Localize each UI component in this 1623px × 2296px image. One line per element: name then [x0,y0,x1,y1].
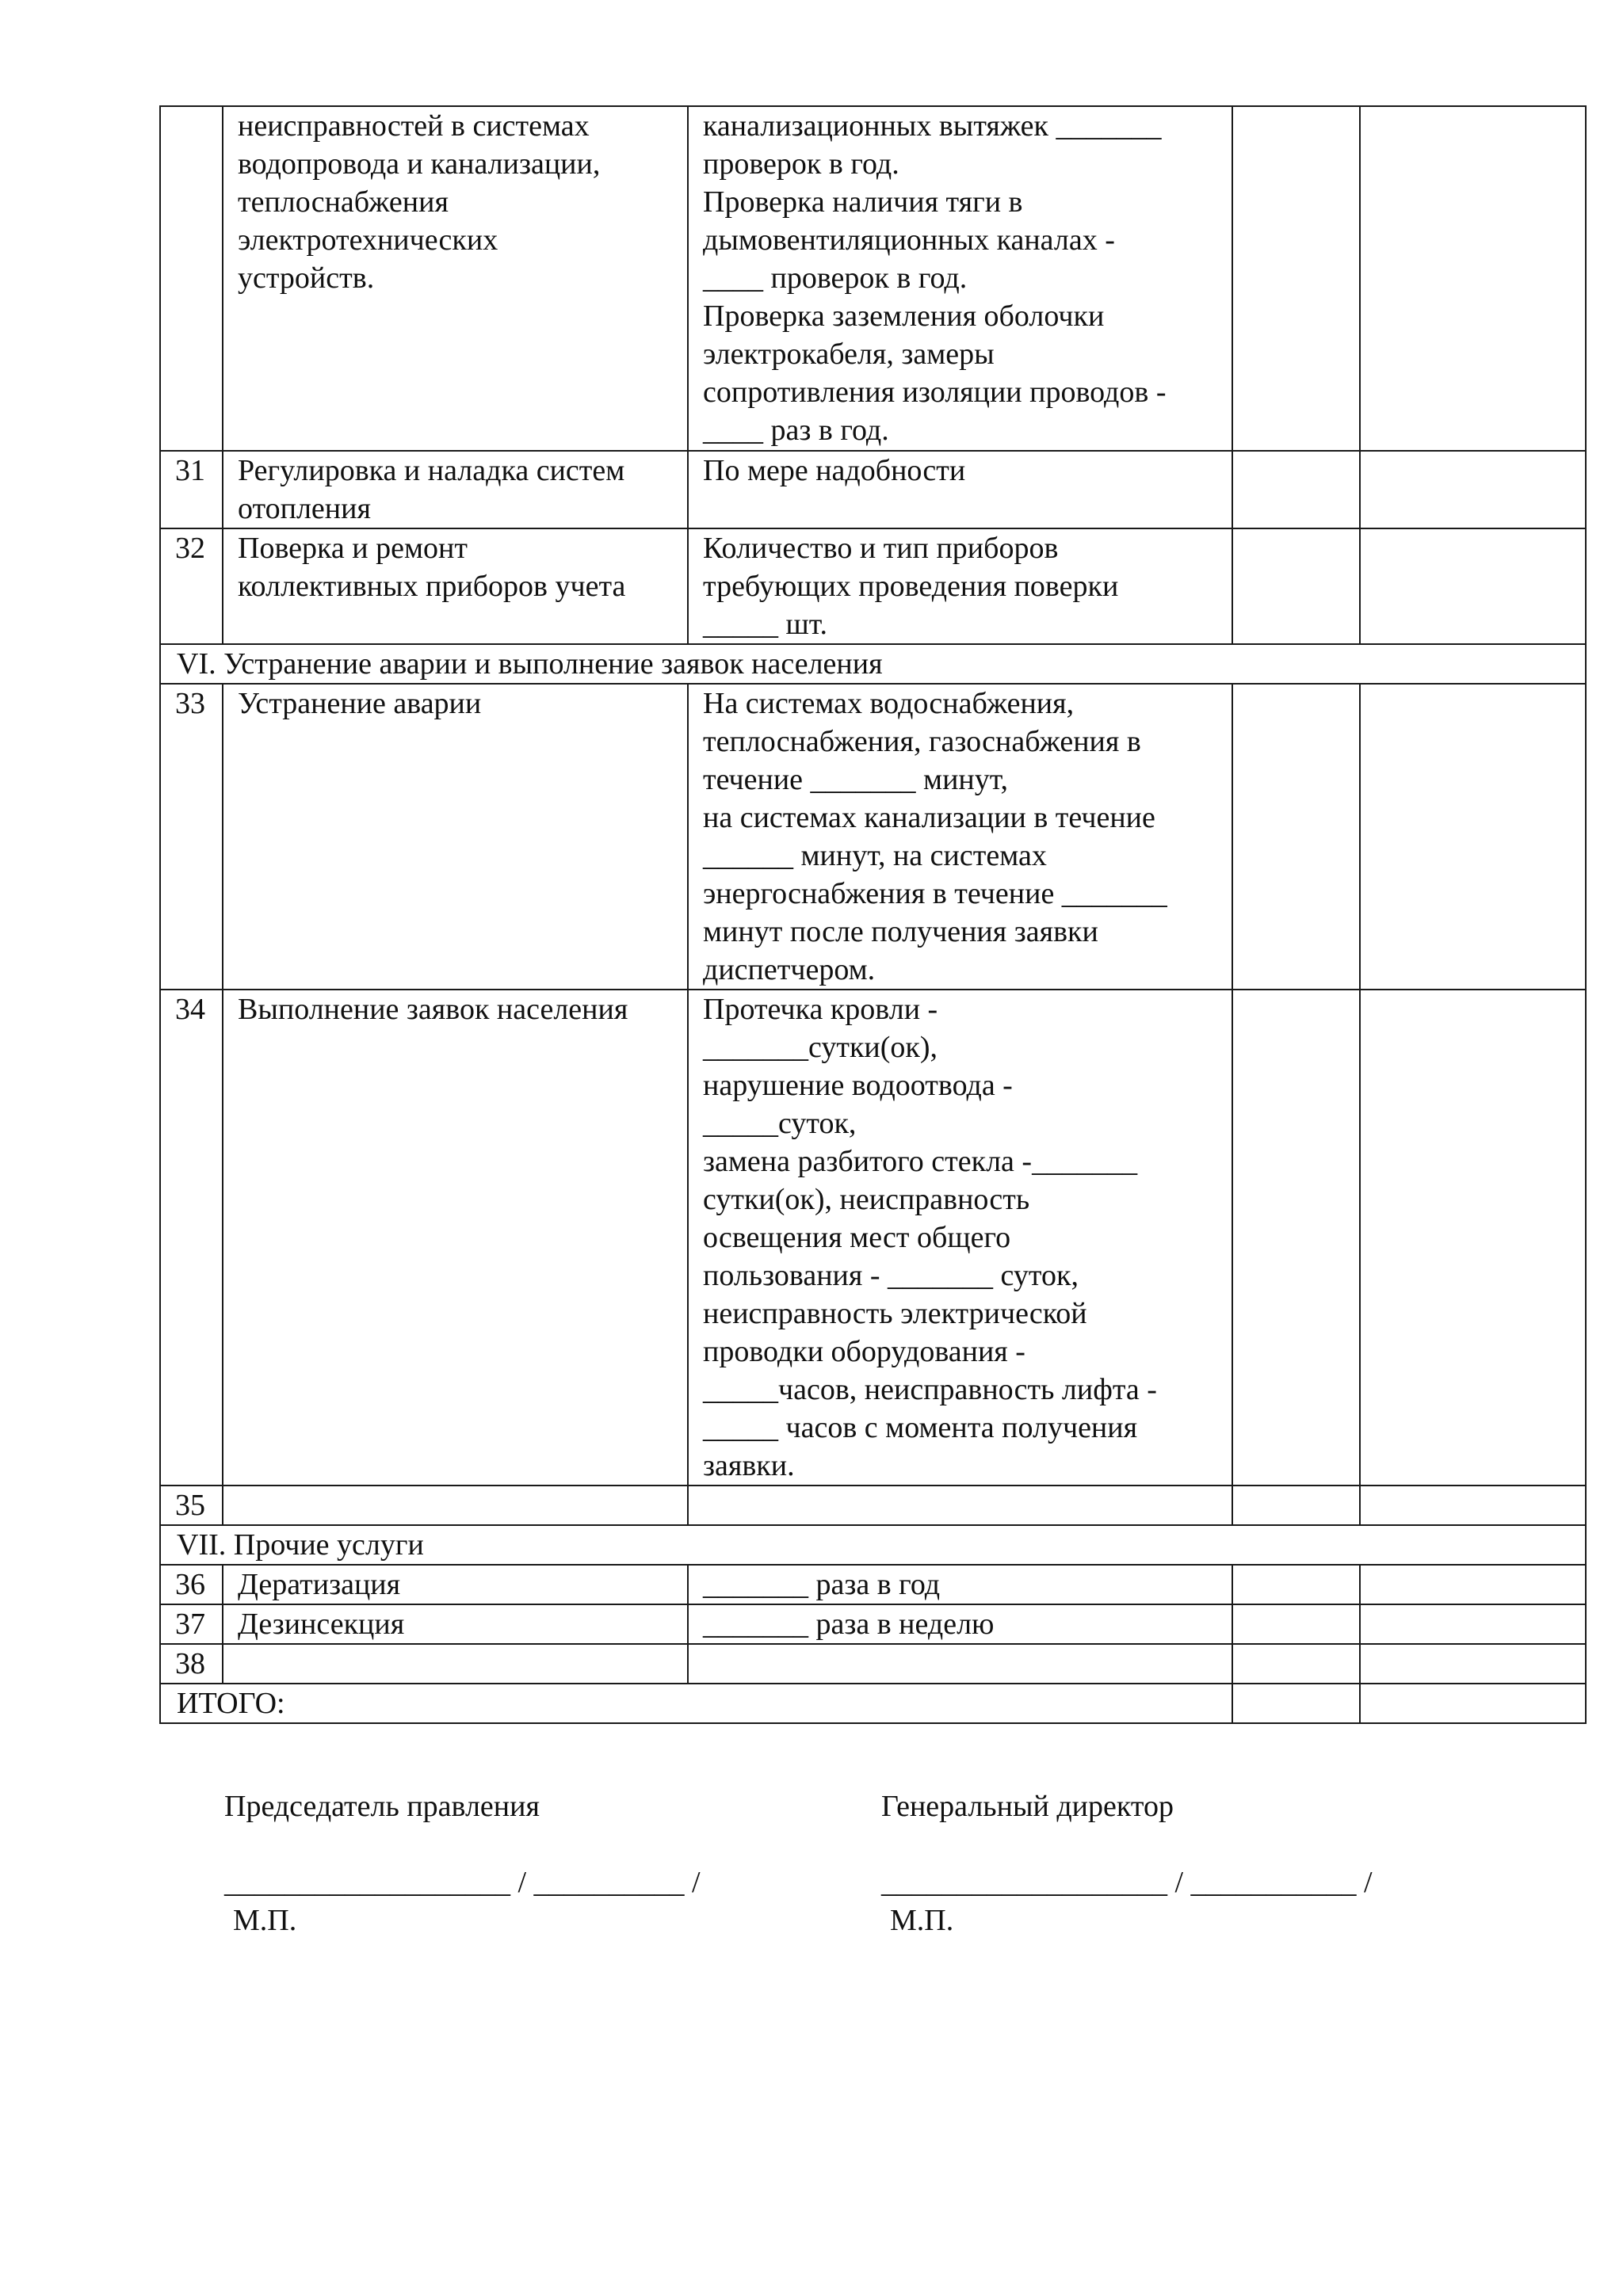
service-description: По мере надобности [688,451,1232,528]
table-row [160,528,1586,644]
table-row [160,106,1586,451]
empty-cell [1232,990,1360,1486]
empty-cell [1360,684,1586,990]
row-number: 36 [160,1565,223,1604]
empty-cell [1360,1486,1586,1525]
service-name [223,1644,688,1684]
empty-cell [1232,451,1360,528]
services-table [159,105,1587,1724]
empty-cell [1232,1604,1360,1644]
left-signature-line: ___________________ / __________ / [224,1866,701,1899]
service-name: Поверка и ремонт коллективных приборов учета [223,528,688,644]
empty-cell [1232,528,1360,644]
table-row [160,684,1586,990]
service-description: _______ раза в неделю [688,1604,1232,1644]
empty-cell [1360,990,1586,1486]
table-row [160,1565,1586,1604]
row-number: 37 [160,1604,223,1644]
empty-cell [1360,106,1586,451]
row-number: 38 [160,1644,223,1684]
service-description: Количество и тип приборов требующих проведения поверки _____ шт. [688,528,1232,644]
service-description: Протечка кровли - _______сутки(ок), нарушение водоотвода - _____суток, замена разбитого стекла -_______ сутки(ок), неисправность освещения мест общего пользования - _______ суток, неисправность электрической проводки оборудования - _____часов, неисправность лифта - _____ часов с момента получения заявки. [688,990,1232,1486]
service-name: Устранение аварии [223,684,688,990]
empty-cell [1232,106,1360,451]
empty-cell [1360,451,1586,528]
row-number: 34 [160,990,223,1486]
service-description: канализационных вытяжек _______ проверок в год. Проверка наличия тяги в дымовентиляционных каналах - ____ проверок в год. Проверка заземления оболочки электрокабеля, замеры сопротивления изоляции проводов - ____ раз в год. [688,106,1232,451]
left-signatory-title: Председатель правления [224,1790,540,1823]
service-name [223,1486,688,1525]
service-description [688,1644,1232,1684]
service-description: _______ раза в год [688,1565,1232,1604]
empty-cell [1360,1604,1586,1644]
service-name: Дезинсекция [223,1604,688,1644]
empty-cell [1232,684,1360,990]
empty-cell [1360,1565,1586,1604]
service-name: Регулировка и наладка систем отопления [223,451,688,528]
row-number: 35 [160,1486,223,1525]
section-title: VI. Устранение аварии и выполнение заявок населения [160,644,1586,684]
table-row [160,990,1586,1486]
right-signature-line: ___________________ / ___________ / [881,1866,1373,1899]
row-number: 31 [160,451,223,528]
row-number: 32 [160,528,223,644]
table-row [160,1604,1586,1644]
section-header-row [160,644,1586,684]
service-description [688,1486,1232,1525]
service-name: Дератизация [223,1565,688,1604]
empty-cell [1232,1565,1360,1604]
right-signatory-title: Генеральный директор [881,1790,1174,1823]
empty-cell [1232,1486,1360,1525]
total-label: ИТОГО: [160,1684,1232,1723]
section-header-row [160,1525,1586,1565]
service-description: На системах водоснабжения, теплоснабжения, газоснабжения в течение _______ минут, на системах канализации в течение ______ минут, на системах энергоснабжения в течение _______ минут после получения заявки диспетчером. [688,684,1232,990]
empty-cell [1360,1644,1586,1684]
section-title: VII. Прочие услуги [160,1525,1586,1565]
service-name: неисправностей в системах водопровода и канализации, теплоснабжения электротехнических устройств. [223,106,688,451]
empty-cell [1360,1684,1586,1723]
table-row [160,1486,1586,1525]
row-number [160,106,223,451]
empty-cell [1232,1684,1360,1723]
row-number: 33 [160,684,223,990]
right-stamp-place: М.П. [890,1904,954,1937]
total-row [160,1684,1586,1723]
table-row [160,1644,1586,1684]
table-row [160,451,1586,528]
service-name: Выполнение заявок населения [223,990,688,1486]
empty-cell [1360,528,1586,644]
left-stamp-place: М.П. [233,1904,297,1937]
empty-cell [1232,1644,1360,1684]
